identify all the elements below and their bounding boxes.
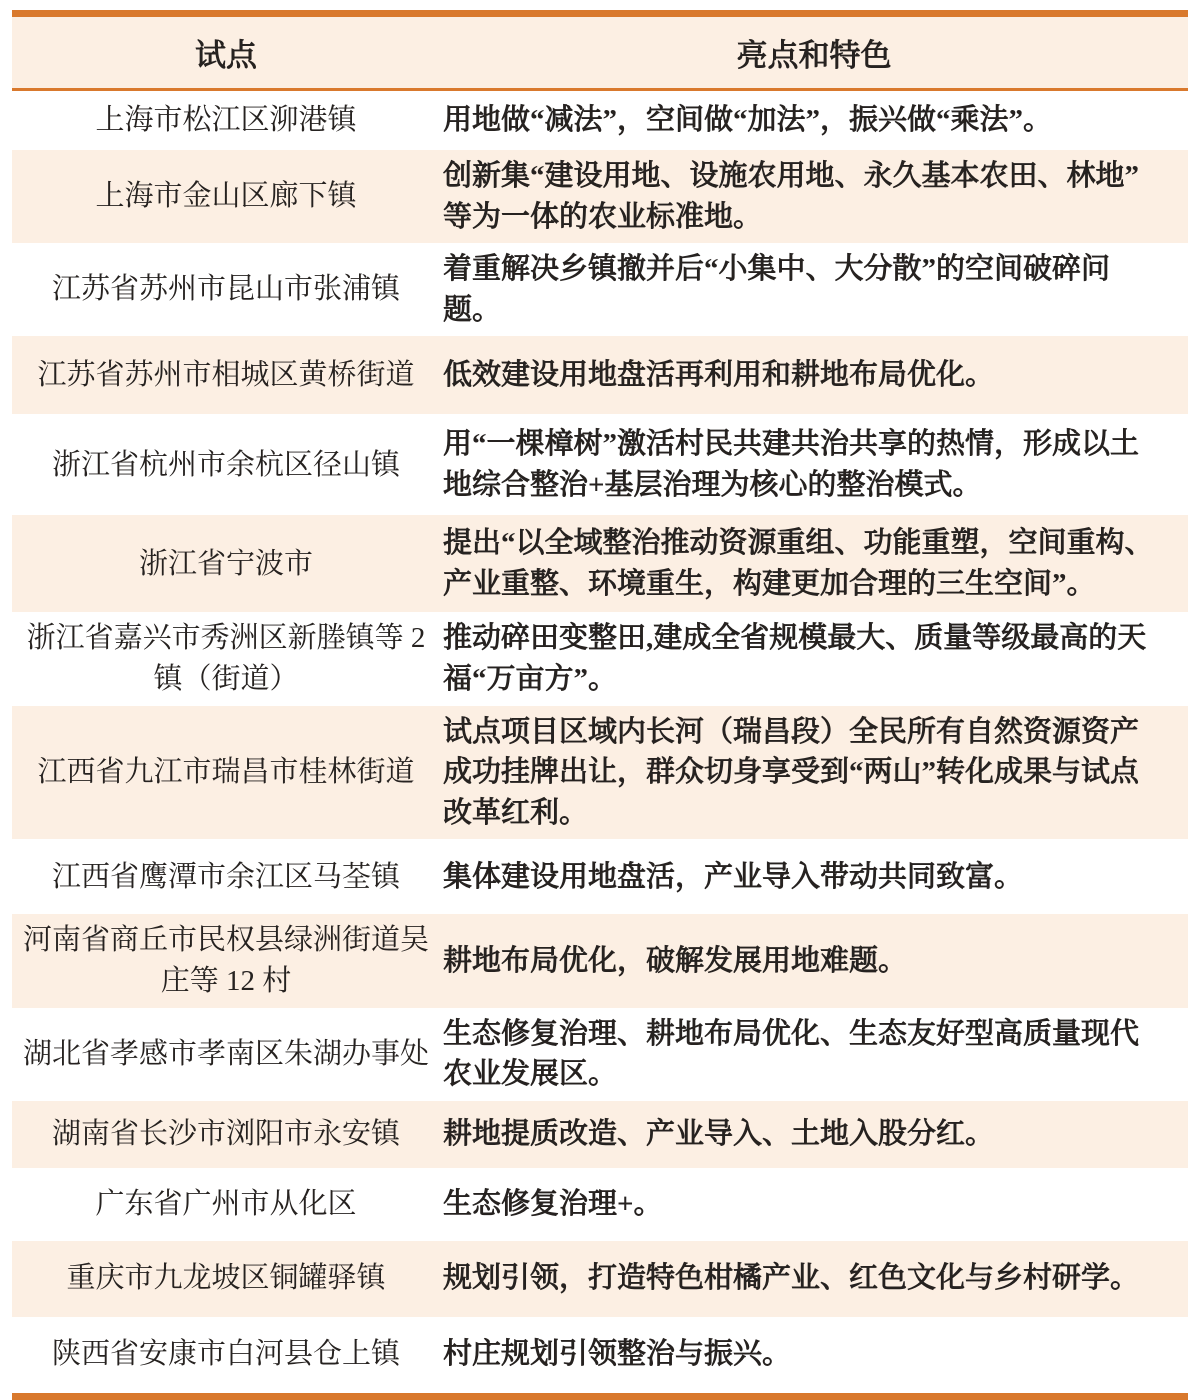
pilot-cell: 江苏省苏州市昆山市张浦镇 bbox=[51, 273, 400, 306]
table-row bbox=[12, 706, 1188, 840]
highlight-cell: 耕地布局优化，破解发展用地难题。 bbox=[443, 944, 908, 977]
pilot-cell: 陕西省安康市白河县仓上镇 bbox=[51, 1338, 400, 1371]
highlight-cell: 集体建设用地盘活，产业导入带动共同致富。 bbox=[443, 860, 1024, 893]
highlight-cell: 提出“以全域整治推动资源重组、功能重塑，空间重构、产业重整、环境重生，构建更加合理的三生空间”。 bbox=[443, 527, 1154, 600]
table-row bbox=[12, 91, 1188, 150]
highlight-cell: 用地做“减法”，空间做“加法”，振兴做“乘法”。 bbox=[443, 104, 1053, 137]
table-row bbox=[12, 1008, 1188, 1101]
table-row bbox=[12, 336, 1188, 414]
pilot-cell: 广东省广州市从化区 bbox=[95, 1187, 357, 1220]
table-row bbox=[12, 150, 1188, 243]
table-row bbox=[12, 1317, 1188, 1393]
pilot-highlights-table bbox=[12, 10, 1188, 1400]
pilot-cell: 重庆市九龙坡区铜罐驿镇 bbox=[66, 1262, 386, 1295]
pilot-cell: 浙江省杭州市余杭区径山镇 bbox=[51, 448, 400, 481]
pilot-cell: 上海市松江区泖港镇 bbox=[95, 104, 357, 137]
highlight-cell: 规划引领，打造特色柑橘产业、红色文化与乡村研学。 bbox=[443, 1262, 1140, 1295]
table-row bbox=[12, 414, 1188, 515]
table-bottom-border bbox=[12, 1393, 1188, 1400]
table-row bbox=[12, 1101, 1188, 1168]
highlight-cell: 耕地提质改造、产业导入、土地入股分红。 bbox=[443, 1117, 995, 1150]
table-body bbox=[12, 91, 1188, 1393]
table-row bbox=[12, 243, 1188, 336]
highlight-cell: 用“一棵樟树”激活村民共建共治共享的热情，形成以土地综合整治+基层治理为核心的整治模式。 bbox=[443, 428, 1140, 501]
pilot-cell: 湖北省孝感市孝南区朱湖办事处 bbox=[22, 1037, 429, 1070]
table-row bbox=[12, 1241, 1188, 1317]
highlight-cell: 试点项目区域内长河（瑞昌段）全民所有自然资源资产成功挂牌出让，群众切身享受到“两山”转化成果与试点改革红利。 bbox=[443, 715, 1140, 829]
pilot-cell: 江西省鹰潭市余江区马荃镇 bbox=[51, 860, 400, 893]
pilot-cell: 湖南省长沙市浏阳市永安镇 bbox=[51, 1117, 400, 1150]
highlight-cell: 推动碎田变整田,建成全省规模最大、质量等级最高的天福“万亩方”。 bbox=[443, 622, 1147, 695]
table-row bbox=[12, 515, 1188, 612]
pilot-cell: 江西省九江市瑞昌市桂林街道 bbox=[37, 756, 415, 789]
pilot-cell: 江苏省苏州市相城区黄桥街道 bbox=[37, 359, 415, 392]
highlight-cell: 创新集“建设用地、设施农用地、永久基本农田、林地”等为一体的农业标准地。 bbox=[443, 160, 1140, 233]
pilot-cell: 浙江省宁波市 bbox=[138, 547, 313, 580]
pilot-cell: 浙江省嘉兴市秀洲区新塍镇等 2 镇（街道） bbox=[26, 622, 426, 695]
table-row bbox=[12, 839, 1188, 914]
highlight-cell: 低效建设用地盘活再利用和耕地布局优化。 bbox=[443, 359, 995, 392]
column-header-pilot: 试点 bbox=[195, 38, 257, 73]
table-row bbox=[12, 612, 1188, 705]
table-header-row bbox=[12, 17, 1188, 88]
column-header-highlight: 亮点和特色 bbox=[736, 38, 892, 73]
highlight-cell: 着重解决乡镇撤并后“小集中、大分散”的空间破碎问题。 bbox=[443, 253, 1111, 326]
table-top-border bbox=[12, 10, 1188, 17]
highlight-cell: 生态修复治理+。 bbox=[443, 1187, 663, 1220]
pilot-cell: 河南省商丘市民权县绿洲街道吴庄等 12 村 bbox=[22, 924, 429, 997]
table-row bbox=[12, 914, 1188, 1007]
pilot-cell: 上海市金山区廊下镇 bbox=[95, 180, 357, 213]
table-row bbox=[12, 1168, 1188, 1241]
highlight-cell: 生态修复治理、耕地布局优化、生态友好型高质量现代农业发展区。 bbox=[443, 1017, 1140, 1091]
highlight-cell: 村庄规划引领整治与振兴。 bbox=[443, 1338, 792, 1371]
